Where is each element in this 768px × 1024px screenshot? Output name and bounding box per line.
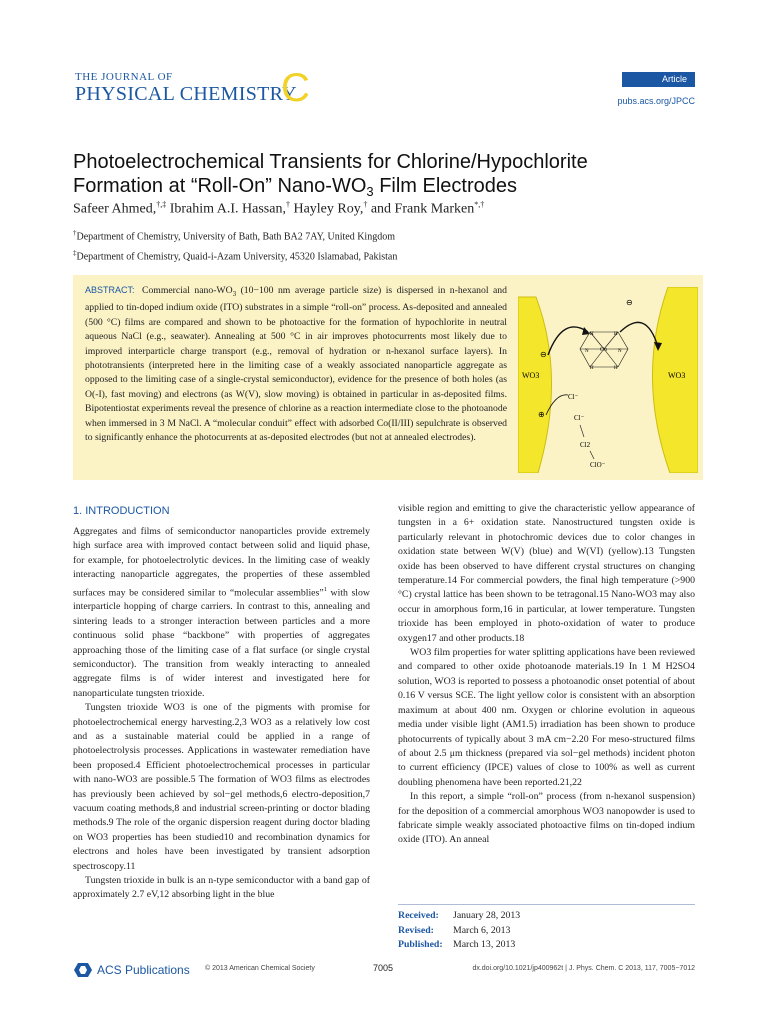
paragraph [73, 525, 370, 701]
minus-charge-icon: ⊖ [540, 350, 547, 359]
cage-co-label: Co [600, 347, 608, 353]
cage-n-label: N [585, 349, 589, 354]
author-name[interactable]: and Frank Marken [367, 201, 475, 217]
title-line2-pre: Formation at “Roll-On” Nano-WO [73, 175, 367, 197]
chloride-label: Cl⁻ [574, 414, 585, 422]
title-sub: 3 [366, 184, 374, 199]
plus-charge-icon: ⊕ [538, 410, 545, 419]
body-column-right [398, 502, 695, 848]
electron-arrow-icon [548, 327, 588, 355]
author-affil-mark: †,‡ [156, 200, 167, 209]
acs-publications-logo[interactable] [73, 962, 190, 978]
abstract-box [73, 275, 703, 480]
label-wo3-right: WO3 [668, 371, 686, 380]
reaction-arrow-icon [580, 425, 584, 437]
author-affil-mark: *,† [474, 200, 485, 209]
cage-h-label: H [614, 366, 618, 371]
electron-arrow-icon [620, 322, 658, 347]
abstract-body-b: (10−100 nm average particle size) is dispersed in n-hexanol and applied to tin-doped indium oxide (ITO) substrates in a simple “roll-on” process. As-deposited and annealed (500 °C) films are compared and shown to be photoactive for the formation of hypochlorite in neutral aqueous NaCl (e.g., seawater). Annealing at 500 °C in air improves photocurrents most likely due to improved interparticle charge transport (e.g., removal of hydration or n-hexanol surface layers). In phototransients (interpreted here in the limiting case of a weakly associated nanoparticle aggregate as opposed to the limiting case of a single-crystal semiconductor), evidence for the presence of both holes (as O(-I), fast moving) and electrons (as W(V), slow moving) is obtained in particular in as-deposited films. Bipotentiostat experiments reveal the presence of chlorine as a reaction intermediate close to the photoanode when immersed in 3 M NaCl. A “molecular conduit” effect with adsorbed Co(II/III) sepulchrate is observed to significantly enhance the photocurrents at as-deposited electrodes (but not at annealed electrodes). [85, 285, 507, 443]
article-type-tag: Article [622, 72, 695, 87]
paragraph: WO3 film properties for water splitting applications have been reviewed and compared to other oxide photoanode materials.19 In 1 M H2SO4 solution, WO3 is reported to possess a photoanodic onset potential of about 0.16 V versus SCE. The light yellow color is consistent with an absorption maximum at about 400 nm. Oxygen or chlorine evolution in aqueous media under visible light (AM1.5) irradiation has been shown to produce photocurrents of typically about 3 mA cm−2.20 For meso-structured films of about 2.5 μm thickness (prepared via sol−gel methods) incident photon to current efficiency (IPCE) values of close to 100% as well as current doubling phenomena have been reported.21,22 [398, 647, 695, 788]
date-row [398, 924, 695, 939]
journal-url-link[interactable]: pubs.acs.org/JPCC [617, 96, 695, 106]
cage-n-label: N [618, 349, 622, 354]
left-wo3-film [518, 297, 552, 473]
date-row [398, 938, 695, 953]
citation-ref[interactable]: 1 [323, 585, 327, 593]
paragraph: Tungsten trioxide WO3 is one of the pigments with promise for photoelectrochemical energy harvesting.2,3 WO3 as a relatively low cost and as a sustainable material could be applied in a range of photoelectrolysis processes. Applications in wastewater remediation have been proposed.4 Efficient photoelectrochemical processes in particular with nano-WO3 are possible.5 The formation of WO3 films as electrodes has previously been achieved by sol−gel methods,6 electro-deposition,7 vacuum coating methods,8 and industrial screen-printing or doctor blading methods.9 The role of the organic dispersion reagent during doctor blading on WO3 properties has been studied10 and recombination dynamics for electrons and holes have been investigated by transient adsorption spectroscopy.11 [73, 702, 370, 872]
paragraph-text: with slow interparticle hopping of charge carriers. In contrast to this, annealing and sintering leads to a stronger interaction between particles and a more continuous solid phase “backbone” with properties of aggregates approaching those of the limiting case of a flat surface (or single crystal semiconductor). The transition from weakly interacting to annealed aggregate films is of wider interest and investigated here for nanoparticulate tungsten trioxide. [73, 586, 370, 699]
date-value: March 6, 2013 [453, 924, 511, 936]
paragraph: Tungsten trioxide in bulk is an n-type semiconductor with a band gap of approximately 2.7 eV,12 absorbing light in the blue [73, 875, 370, 901]
acs-hexagon-icon [73, 962, 93, 978]
title-line2-post: Film Electrodes [373, 175, 518, 197]
date-label: Received: [398, 910, 439, 921]
author-affil-mark: † [363, 200, 368, 209]
copyright-notice: © 2013 American Chemical Society [205, 965, 315, 972]
doi-citation-link[interactable]: dx.doi.org/10.1021/jp400962t | J. Phys. Chem. C 2013, 117, 7005−7012 [472, 965, 695, 972]
section-heading-introduction: 1. INTRODUCTION [73, 505, 170, 517]
paragraph: visible region and emitting to give the characteristic yellow appearance of tungsten in a 6+ oxidation state. Nanostructured tungsten oxide is particularly relevant in photochromic devices due to color changes in oxidation state between W(V) (blue) and W(VI) (yellow).13 Tungsten oxide has been observed to have different crystal structures on changing temperature.14 For commercial powders, the final high temperature (>900 °C) crystal lattice has been shown to be tetragonal.15 Nano-WO3 may also occur in amorphous form,16 in particular, at lower temperature. Tungsten trioxide has been employed in photo-oxidation of water to produce oxygen17 and other products.18 [398, 503, 695, 644]
affiliation-list [73, 225, 397, 266]
right-wo3-film [652, 287, 698, 473]
cage-h-label: H [590, 332, 594, 337]
author-list [73, 200, 484, 218]
page-number: 7005 [373, 963, 394, 973]
affiliation-text: Department of Chemistry, Quaid-i-Azam University, 45320 Islamabad, Pakistan [76, 251, 398, 263]
chlorine-label: Cl2 [580, 441, 591, 449]
author-name[interactable]: Hayley Roy, [289, 201, 364, 217]
abstract-body-a: Commercial nano-WO [137, 285, 233, 296]
author-name[interactable]: Ibrahim A.I. Hassan, [166, 201, 286, 217]
date-label: Published: [398, 939, 443, 950]
journal-logo-line2: PHYSICAL CHEMISTRY [75, 83, 297, 105]
date-row [398, 909, 695, 924]
abstract-text [85, 283, 507, 445]
cage-h-label: H [614, 332, 618, 337]
hypochlorite-label: ClO⁻ [590, 461, 606, 469]
affiliation-mark: ‡ [73, 249, 77, 258]
minus-charge-icon: ⊖ [626, 298, 633, 307]
body-column-left [73, 525, 370, 903]
toc-graphic [518, 287, 698, 473]
abstract-sub: 3 [232, 289, 237, 298]
article-title [73, 150, 703, 204]
date-value: March 13, 2013 [453, 939, 516, 950]
cage-h-label: H [590, 366, 594, 371]
author-name[interactable]: Safeer Ahmed, [73, 201, 157, 217]
chloride-label: Cl⁻ [568, 393, 579, 401]
abstract-label: ABSTRACT: [85, 285, 135, 295]
author-affil-mark: † [285, 200, 290, 209]
affiliation [73, 225, 397, 245]
arrowhead-icon [582, 327, 590, 335]
publication-dates [398, 904, 695, 953]
affiliation-mark: † [73, 229, 77, 237]
affiliation [73, 245, 397, 265]
journal-letter-c: C [281, 66, 310, 110]
paragraph-text: Aggregates and films of semiconductor nanoparticles provide extremely high surface area with improved contact between solid and liquid phase, for example, for photoelectrolytic devices. In the limiting case of weakly interacting nanoparticle aggregates, the properties of these assembled surfaces may be considered similar to “molecular assemblies” [73, 526, 370, 598]
journal-logo-line1: THE JOURNAL OF [75, 71, 173, 83]
journal-logo[interactable] [75, 66, 310, 110]
acs-publications-text: ACS Publications [97, 963, 190, 977]
paragraph: In this report, a simple “roll-on” process (from n-hexanol suspension) for the deposition of a commercial amorphous WO3 nanopowder is used to fabricate simple weakly associated photoactive films on tin-doped indium oxide (ITO). An anneal [398, 791, 695, 846]
date-label: Revised: [398, 924, 434, 936]
date-value: January 28, 2013 [453, 910, 521, 921]
affiliation-text: Department of Chemistry, University of Bath, Bath BA2 7AY, United Kingdom [76, 231, 395, 243]
reaction-arrow-icon [590, 451, 594, 459]
label-wo3-left: WO3 [522, 371, 540, 380]
title-line1: Photoelectrochemical Transients for Chlorine/Hypochlorite [73, 151, 588, 173]
